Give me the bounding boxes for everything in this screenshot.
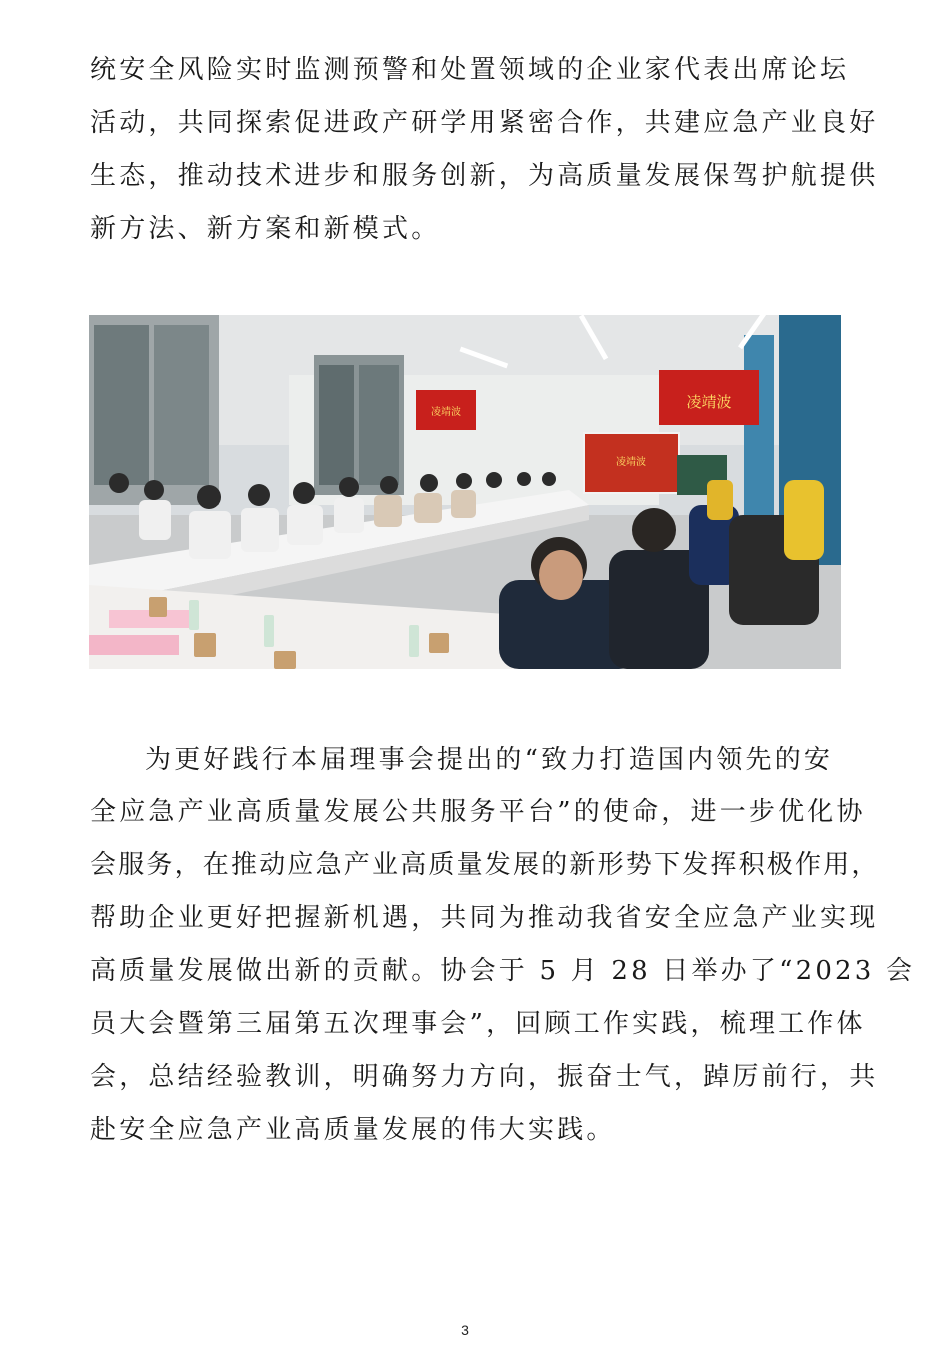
paragraph-2-line: 为更好践行本届理事会提出的“致力打造国内领先的安 [145,745,834,775]
paragraph-2-line: 员大会暨第三届第五次理事会”，回顾工作实践，梳理工作体 [90,1009,866,1039]
screen-name: 凌靖波 [616,457,646,468]
paragraph-2-line: 会，总结经验教训，明确努力方向，振奋士气，踔厉前行，共 [90,1062,879,1092]
meeting-photo [89,315,841,669]
banner-left-name: 凌靖波 [431,407,461,418]
paragraph-2-line: 全应急产业高质量发展公共服务平台”的使命，进一步优化协 [90,797,866,827]
page-number: 3 [461,1322,469,1338]
paragraph-1-line: 统安全风险实时监测预警和处置领域的企业家代表出席论坛 [90,55,850,85]
paragraph-1-line: 生态，推动技术进步和服务创新，为高质量发展保驾护航提供 [90,161,879,191]
paragraph-2-line: 帮助企业更好把握新机遇，共同为推动我省安全应急产业实现 [90,903,879,933]
banner-right-name: 凌靖波 [686,393,732,411]
paragraph-2-line: 高质量发展做出新的贡献。协会于 5 月 28 日举办了“2023 会 [90,956,916,986]
paragraph-2-line: 赴安全应急产业高质量发展的伟大实践。 [90,1115,616,1145]
paragraph-1-line: 新方法、新方案和新模式。 [90,214,441,244]
paragraph-1-line: 活动，共同探索促进政产研学用紧密合作，共建应急产业良好 [90,108,879,138]
paragraph-2-line: 会服务，在推动应急产业高质量发展的新形势下发挥积极作用， [90,850,880,880]
